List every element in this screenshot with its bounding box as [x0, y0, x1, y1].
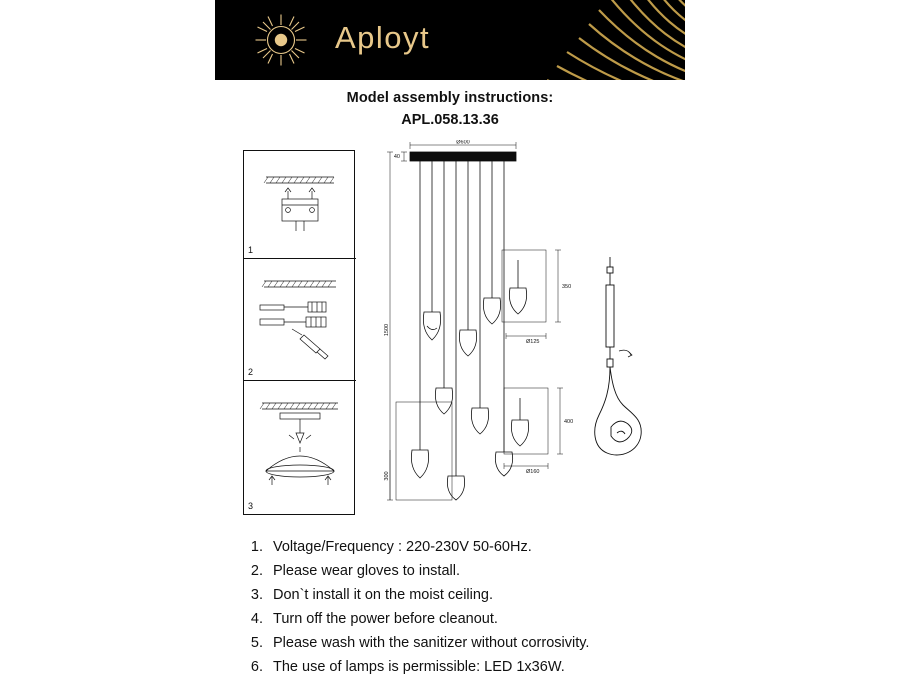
page-title — [0, 90, 900, 128]
sunburst-logo-icon — [255, 14, 307, 66]
dim-shade-drop-upper: 350 — [562, 284, 572, 290]
header-banner — [215, 0, 685, 80]
dim-shade-drop-lower: 300 — [384, 471, 390, 481]
note-number: 5. — [250, 635, 263, 652]
assembly-step-1 — [244, 151, 356, 259]
dim-canopy-diameter: Ø600 — [456, 140, 470, 146]
note-text: Please wash with the sanitizer without corrosivity. — [273, 635, 590, 652]
dim-shade-diameter-large: Ø160 — [526, 469, 540, 475]
title-line-1: Model assembly instructions: — [346, 90, 554, 106]
gold-rays-icon — [495, 0, 685, 80]
step-number-2: 2 — [248, 367, 254, 377]
note-number: 3. — [250, 587, 263, 604]
instruction-notes — [243, 536, 843, 680]
note-number: 1. — [250, 539, 263, 555]
note-text: Don`t install it on the moist ceiling. — [273, 587, 494, 604]
dim-shade-diameter-small: Ø125 — [526, 339, 540, 345]
brand-name: Aployt — [335, 20, 431, 55]
list-item — [243, 584, 843, 606]
list-item — [243, 632, 843, 654]
dim-shade-drop-middle: 400 — [564, 419, 574, 425]
list-item — [243, 560, 843, 582]
list-item — [243, 608, 843, 630]
assembly-steps-panel — [243, 150, 355, 515]
assembly-step-2 — [244, 259, 356, 381]
step-number-1: 1 — [248, 245, 254, 255]
note-text: Please wear gloves to install. — [273, 563, 460, 580]
note-text: Voltage/Frequency : 220-230V 50-60Hz. — [273, 539, 532, 555]
note-number: 6. — [250, 659, 263, 676]
assembly-step-3 — [244, 381, 356, 514]
note-text: The use of lamps is permissible: LED 1x36W. — [273, 659, 565, 676]
banner-inner — [215, 0, 685, 80]
title-line-2: APL.058.13.36 — [401, 112, 499, 128]
note-number: 4. — [250, 611, 263, 628]
step-number-3: 3 — [248, 501, 254, 511]
dim-total-height: 1500 — [384, 323, 390, 337]
pendant-detail-drawing — [565, 255, 685, 480]
note-number: 2. — [250, 563, 263, 580]
note-text: Turn off the power before cleanout. — [273, 611, 498, 628]
dim-canopy-height: 40 — [393, 154, 400, 160]
list-item — [243, 536, 843, 558]
